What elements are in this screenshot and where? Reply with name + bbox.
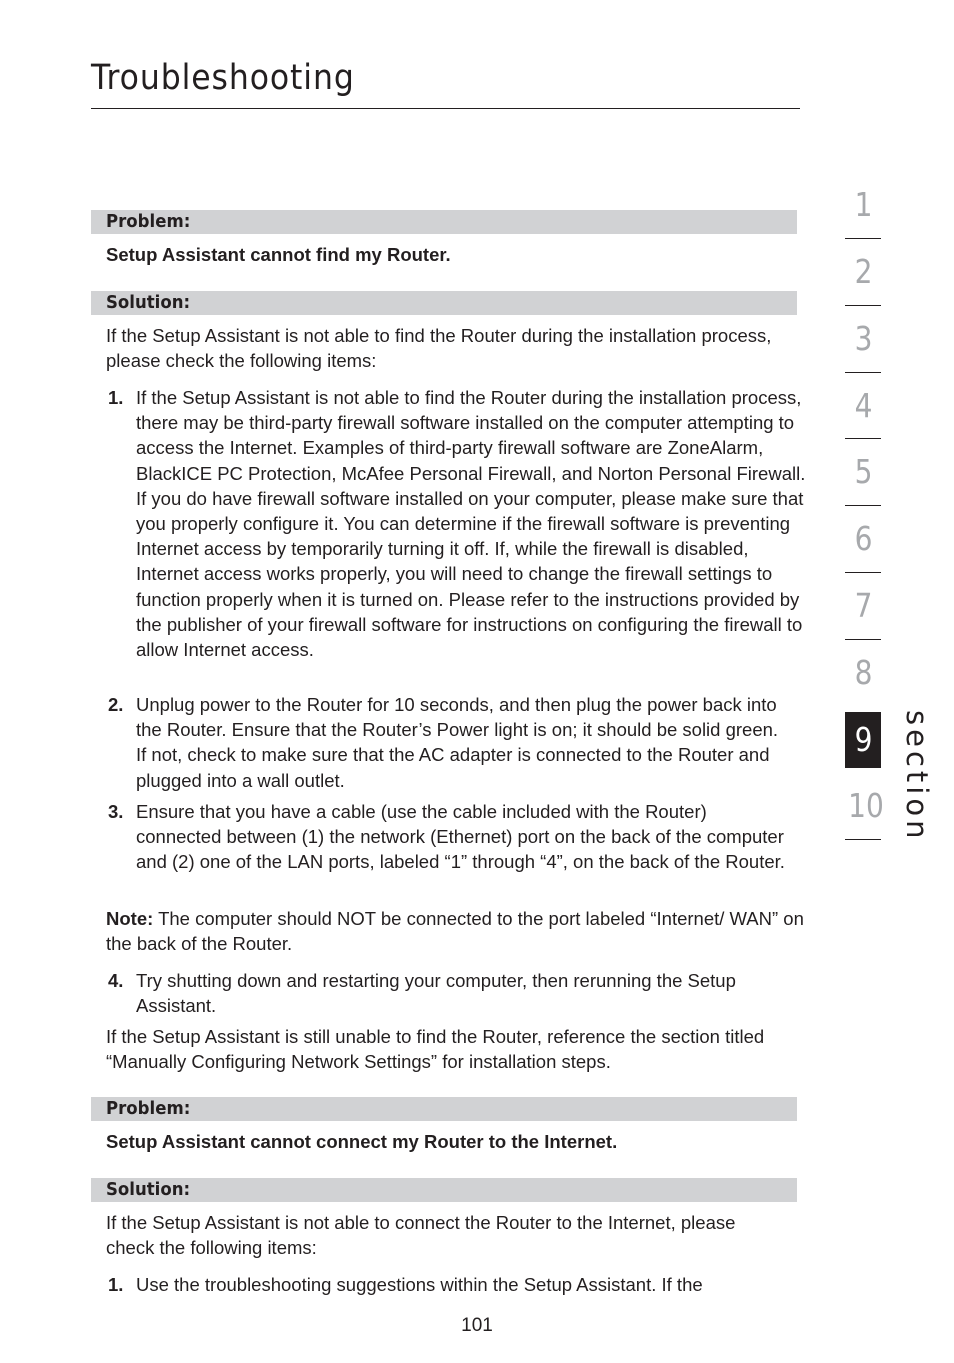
note	[106, 906, 806, 956]
item-number: 2.	[108, 694, 124, 715]
section-divider	[845, 572, 881, 573]
section-divider	[845, 505, 881, 506]
closing-paragraph: If the Setup Assistant is still unable to find the Router, reference the section titled “Manually Configuring Network Settings” for installation steps.	[106, 1026, 765, 1073]
item-text: Use the troubleshooting suggestions within the Setup Assistant. If the	[136, 1274, 703, 1295]
solution-label: Solution:	[106, 292, 191, 313]
item-text: Unplug power to the Router for 10 seconds, and then plug the power back into the Router. Ensure that the Router’s Power light is on; it should be solid green. If not, check to make sure that the AC adapter is connected to the Router and plugged into a wall outlet.	[136, 694, 779, 791]
section-tab-7: 7	[854, 586, 872, 625]
item-number: 1.	[108, 1274, 124, 1295]
list-item	[106, 692, 806, 793]
item-number: 1.	[108, 387, 124, 408]
page-title: Troubleshooting	[91, 58, 355, 98]
solution-intro-1: If the Setup Assistant is not able to find the Router during the installation process, please check the following items:	[106, 325, 772, 372]
item-number: 3.	[108, 801, 124, 822]
section-tab-1: 1	[854, 185, 872, 224]
item-text: If the Setup Assistant is not able to find the Router during the installation process, there may be third-party firewall software installed on the computer attempting to access the Internet. Examples of third-party firewall software are ZoneAlarm, BlackICE PC Protection, McAfee Personal Firewall, and Norton Personal Firewall. If you do have firewall software installed on your computer, please make sure that you properly configure it. You can determine if the firewall software is preventing Internet access by temporarily turning it off. If, while the firewall is disabled, Internet access works properly, you will need to change the firewall settings to function properly when it is turned on. Please refer to the instructions provided by the publisher of your firewall software for instructions on configuring the firewall to allow Internet access.	[136, 387, 806, 661]
list-item	[106, 1272, 806, 1297]
section-tab-4: 4	[854, 386, 872, 425]
solution-bar-2	[91, 1178, 797, 1202]
section-divider	[845, 438, 881, 439]
section-tab-6: 6	[854, 519, 872, 558]
section-divider	[845, 639, 881, 640]
solution-label: Solution:	[106, 1179, 191, 1200]
list-item	[106, 385, 806, 662]
problem-text-2: Setup Assistant cannot connect my Router to the Internet.	[106, 1131, 618, 1152]
section-tab-10: 10	[848, 786, 884, 825]
solution-intro-2: If the Setup Assistant is not able to connect the Router to the Internet, please check the following items:	[106, 1212, 736, 1259]
solution-bar-1	[91, 291, 797, 315]
section-divider	[845, 839, 881, 840]
problem-label: Problem:	[106, 211, 191, 232]
section-label: section	[900, 710, 934, 843]
section-tab-9: 9	[845, 712, 881, 768]
note-label: Note:	[106, 908, 154, 929]
list-item	[106, 799, 806, 875]
list-item	[106, 968, 806, 1018]
item-text: Ensure that you have a cable (use the cable included with the Router) connected between (1) the network (Ethernet) port on the back of the computer and (2) one of the LAN ports, labeled “1” through “4”, on the back of the Router.	[136, 801, 785, 873]
section-tab-2: 2	[854, 252, 872, 291]
section-divider	[845, 238, 881, 239]
page-number: 101	[461, 1315, 493, 1336]
note-text: The computer should NOT be connected to the port labeled “Internet/ WAN” on the back of the Router.	[106, 908, 804, 955]
section-tab-5: 5	[854, 452, 872, 491]
problem-bar-2	[91, 1097, 797, 1121]
section-divider	[845, 372, 881, 373]
section-tab-3: 3	[854, 319, 872, 358]
problem-bar-1	[91, 210, 797, 234]
section-tab-8: 8	[854, 653, 872, 692]
section-divider	[845, 305, 881, 306]
problem-text-1: Setup Assistant cannot find my Router.	[106, 244, 451, 265]
problem-label: Problem:	[106, 1098, 191, 1119]
title-rule	[91, 108, 800, 109]
item-text: Try shutting down and restarting your computer, then rerunning the Setup Assistant.	[136, 970, 736, 1017]
item-number: 4.	[108, 970, 124, 991]
